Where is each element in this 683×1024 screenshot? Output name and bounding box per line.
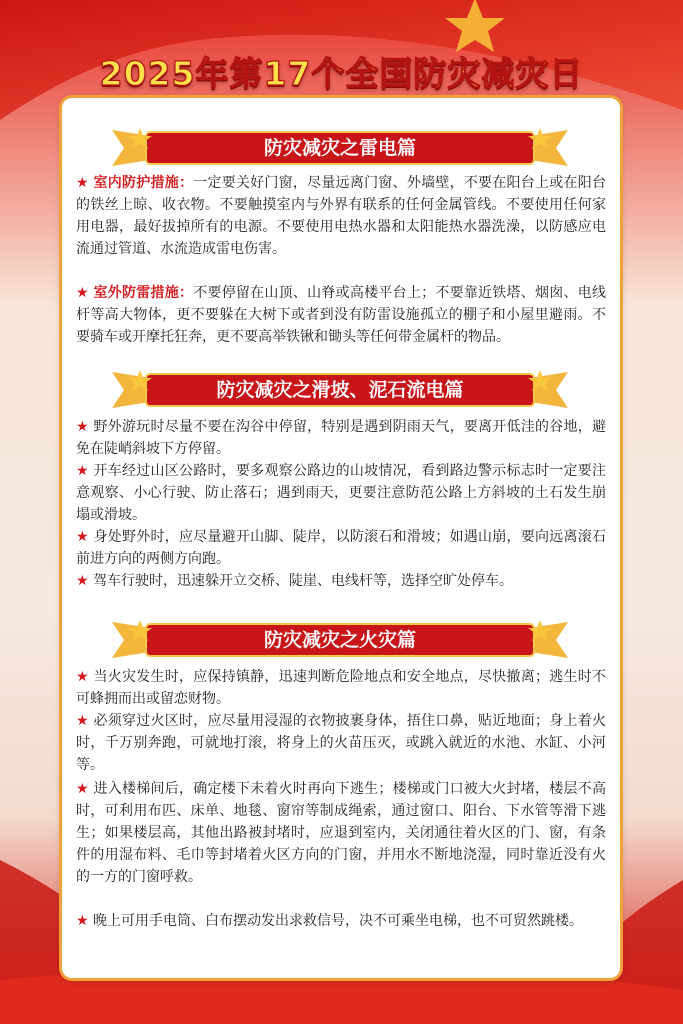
paragraph-text: 进入楼梯间后，确定楼下未着火时再向下逃生；楼梯或门口被大火封堵，楼层不高时，可利用布匹、床单、地毯、窗帘等制成绳索，通过窗口、阳台、下水管等滑下逃生；如果楼层高，其他出路被封堵时，应退到室内，关闭通往着火区的门、窗，有条件的用湿布料、毛巾等封堵着火区方向的门窗，并用水不断地浇湿，同时靠近没有火的一方的门窗呼救。	[76, 781, 606, 885]
paragraph-text: 驾车行驶时，迅速躲开立交桥、陡崖、电线杆等，选择空旷处停车。	[93, 573, 514, 589]
star-bullet-icon: ★	[76, 573, 89, 589]
star-bullet-icon: ★	[76, 669, 89, 685]
paragraph	[76, 666, 606, 710]
section-heading-landslide	[110, 368, 570, 412]
paragraph	[76, 526, 606, 570]
paragraph-text: 野外游玩时尽量不要在沟谷中停留，特别是遇到阴雨天气，要离开低洼的谷地，避免在陡峭斜坡下方停留。	[76, 419, 606, 457]
section-title: 防灾减灾之滑坡、泥石流电篇	[216, 379, 464, 401]
paragraph-label: 室外防雷措施：	[93, 285, 194, 301]
content-panel	[62, 98, 620, 978]
section-title: 防灾减灾之火灾篇	[263, 629, 416, 651]
paragraph-text: 当火灾发生时，应保持镇静，迅速判断危险地点和安全地点，尽快撤离；逃生时不可蜂拥而出或留恋财物。	[76, 669, 606, 707]
paragraph	[76, 910, 606, 932]
paragraph-text: 身处野外时，应尽量避开山脚、陡岸，以防滚石和滑坡；如遇山崩，要向远离滚石前进方向的两侧方向跑。	[76, 529, 606, 567]
paragraph	[76, 416, 606, 460]
section-heading-fire	[110, 618, 570, 662]
paragraph-text: 晚上可用手电筒、白布摆动发出求救信号，决不可乘坐电梯，也不可贸然跳楼。	[93, 913, 584, 929]
star-bullet-icon: ★	[76, 713, 89, 729]
section-title: 防灾减灾之雷电篇	[263, 137, 416, 159]
star-bullet-icon: ★	[76, 175, 89, 191]
star-bullet-icon: ★	[76, 419, 89, 435]
paragraph-label: 室内防护措施：	[93, 175, 194, 191]
paragraph	[76, 460, 606, 526]
star-bullet-icon: ★	[76, 529, 89, 545]
paragraph-text: 不要停留在山顶、山脊或高楼平台上；不要靠近铁塔、烟囱、电线杆等高大物体，更不要躲在大树下或者到没有防雷设施孤立的棚子和小屋里避雨。不要骑车或开摩托狂奔，更不要高举铁锹和锄头等任何带金属杆的物品。	[76, 285, 607, 345]
paragraph-text: 一定要关好门窗，尽量远离门窗、外墙壁，不要在阳台上或在阳台的铁丝上晾、收衣物。不要触摸室内与外界有联系的任何金属管线。不要使用任何家用电器，最好拔掉所有的电源。不要使用电热水器和太阳能热水器洗澡，以防感应电流通过管道、水流造成雷电伤害。	[76, 175, 607, 257]
paragraph-text: 开车经过山区公路时，要多观察公路边的山坡情况，看到路边警示标志时一定要注意观察、小心行驶、防止落石；遇到雨天，更要注意防范公路上方斜坡的土石发生崩塌或滑坡。	[76, 463, 606, 523]
paragraph	[76, 282, 606, 348]
section-heading-lightning	[110, 126, 570, 170]
paragraph	[76, 172, 606, 260]
paragraph	[76, 570, 606, 592]
star-bullet-icon: ★	[76, 463, 89, 479]
paragraph	[76, 710, 606, 776]
paragraph-text: 必须穿过火区时，应尽量用浸湿的衣物披裹身体，捂住口鼻，贴近地面；身上着火时，千万别奔跑，可就地打滚，将身上的火苗压灭，或跳入就近的水池、水缸、小河等。	[76, 713, 606, 773]
page-title: 2025年第17个全国防灾减灾日	[99, 54, 584, 93]
star-bullet-icon: ★	[76, 781, 89, 797]
paragraph	[76, 778, 606, 888]
star-bullet-icon: ★	[76, 285, 89, 301]
star-bullet-icon: ★	[76, 913, 89, 929]
